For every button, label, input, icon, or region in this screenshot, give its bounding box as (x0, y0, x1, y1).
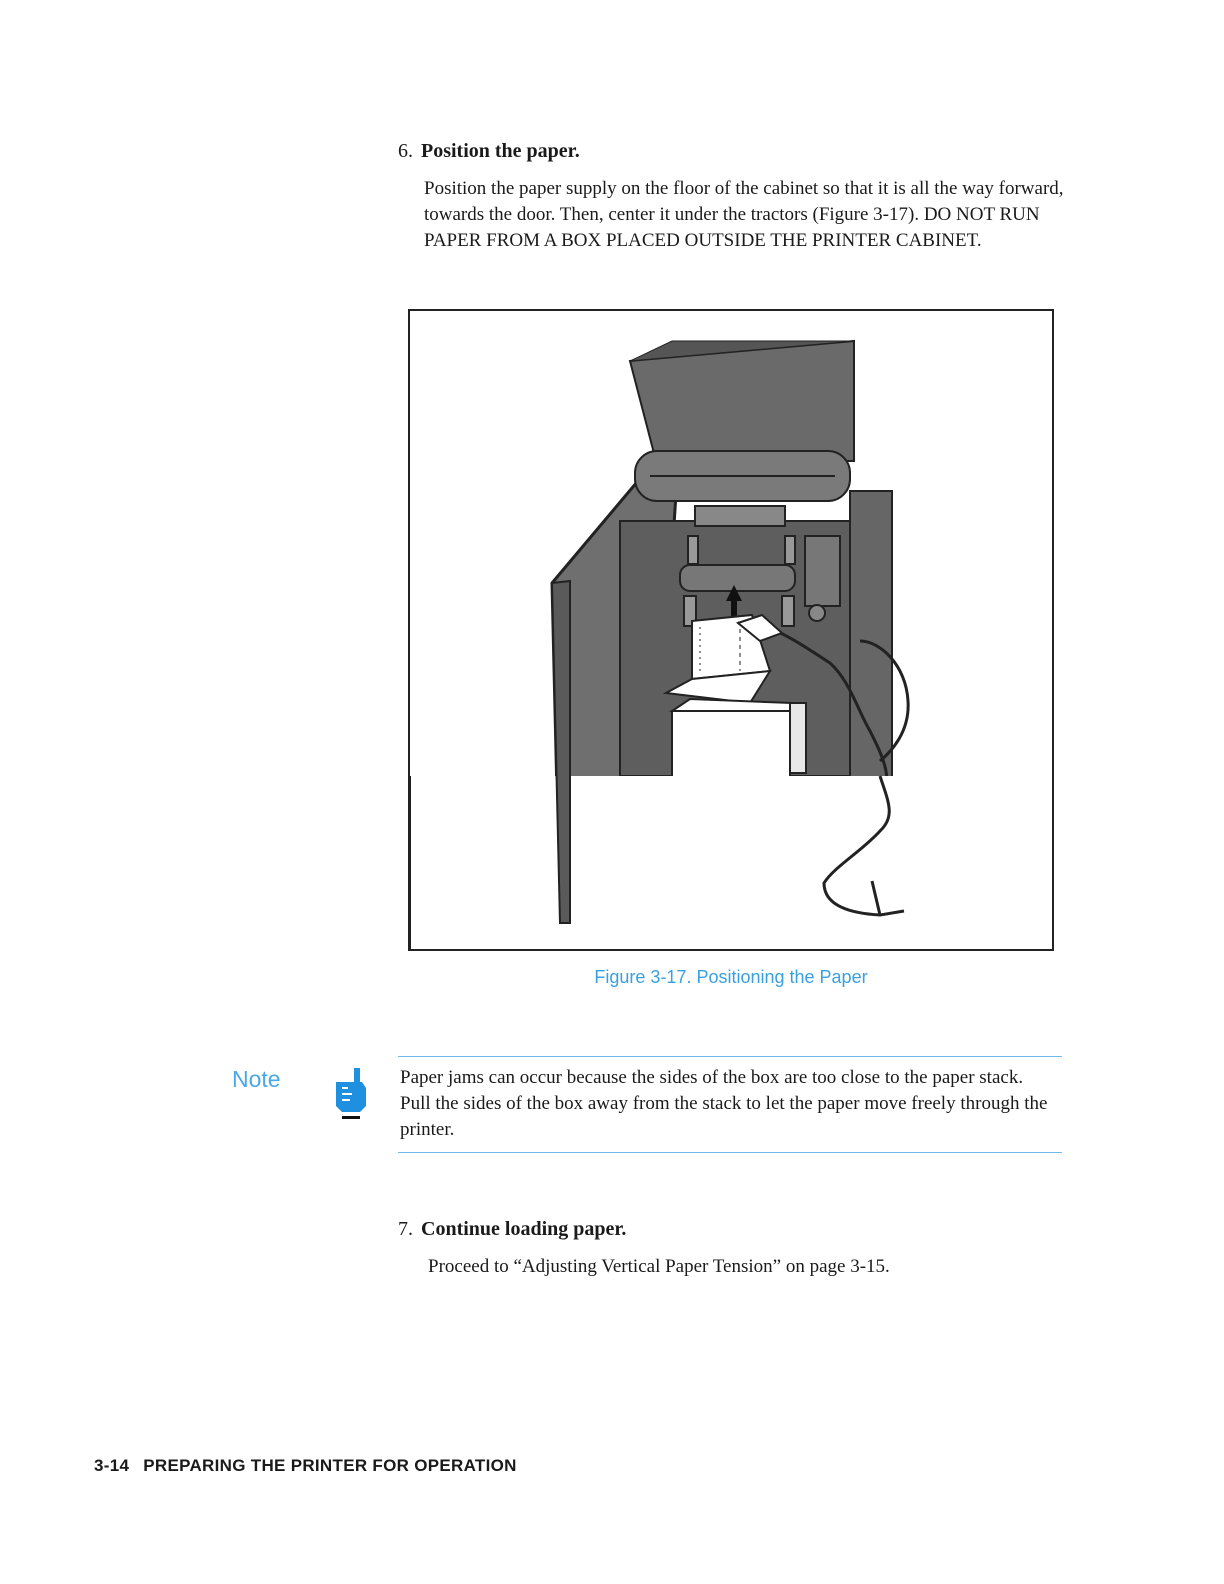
step-7-body: Proceed to “Adjusting Vertical Paper Tension” on page 3-15. (428, 1256, 890, 1277)
step-7-heading (398, 1218, 626, 1241)
page-number: 3-14 (94, 1456, 130, 1475)
note-bottom-rule (398, 1152, 1062, 1153)
step-6-number: 6. (398, 140, 413, 162)
printer-cabinet-illustration (410, 311, 1052, 949)
section-title: PREPARING THE PRINTER FOR OPERATION (143, 1456, 517, 1475)
note-top-rule (398, 1056, 1062, 1057)
step-7-number: 7. (398, 1218, 413, 1240)
note-label: Note (232, 1066, 281, 1092)
step-6-heading (398, 140, 580, 163)
step-6-body: Position the paper supply on the floor of the cabinet so that it is all the way forward, towards the door. Then, center it under the tractors (Figure 3-17). DO NOT RUN PAPER FROM A BOX PLACED OUTSIDE THE PRINTER CABINET. (424, 178, 1064, 251)
page-footer (94, 1456, 517, 1476)
figure-caption: Figure 3-17. Positioning the Paper (594, 967, 868, 987)
figure-3-17 (408, 309, 1054, 951)
step-7-title: Continue loading paper. (421, 1218, 627, 1240)
pointing-hand-icon (334, 1068, 368, 1120)
step-6-title: Position the paper. (421, 140, 580, 162)
note-text: Paper jams can occur because the sides of the box are too close to the paper stack. Pull the sides of the box away from the stack to let the paper move freely through the printer. (400, 1067, 1048, 1140)
